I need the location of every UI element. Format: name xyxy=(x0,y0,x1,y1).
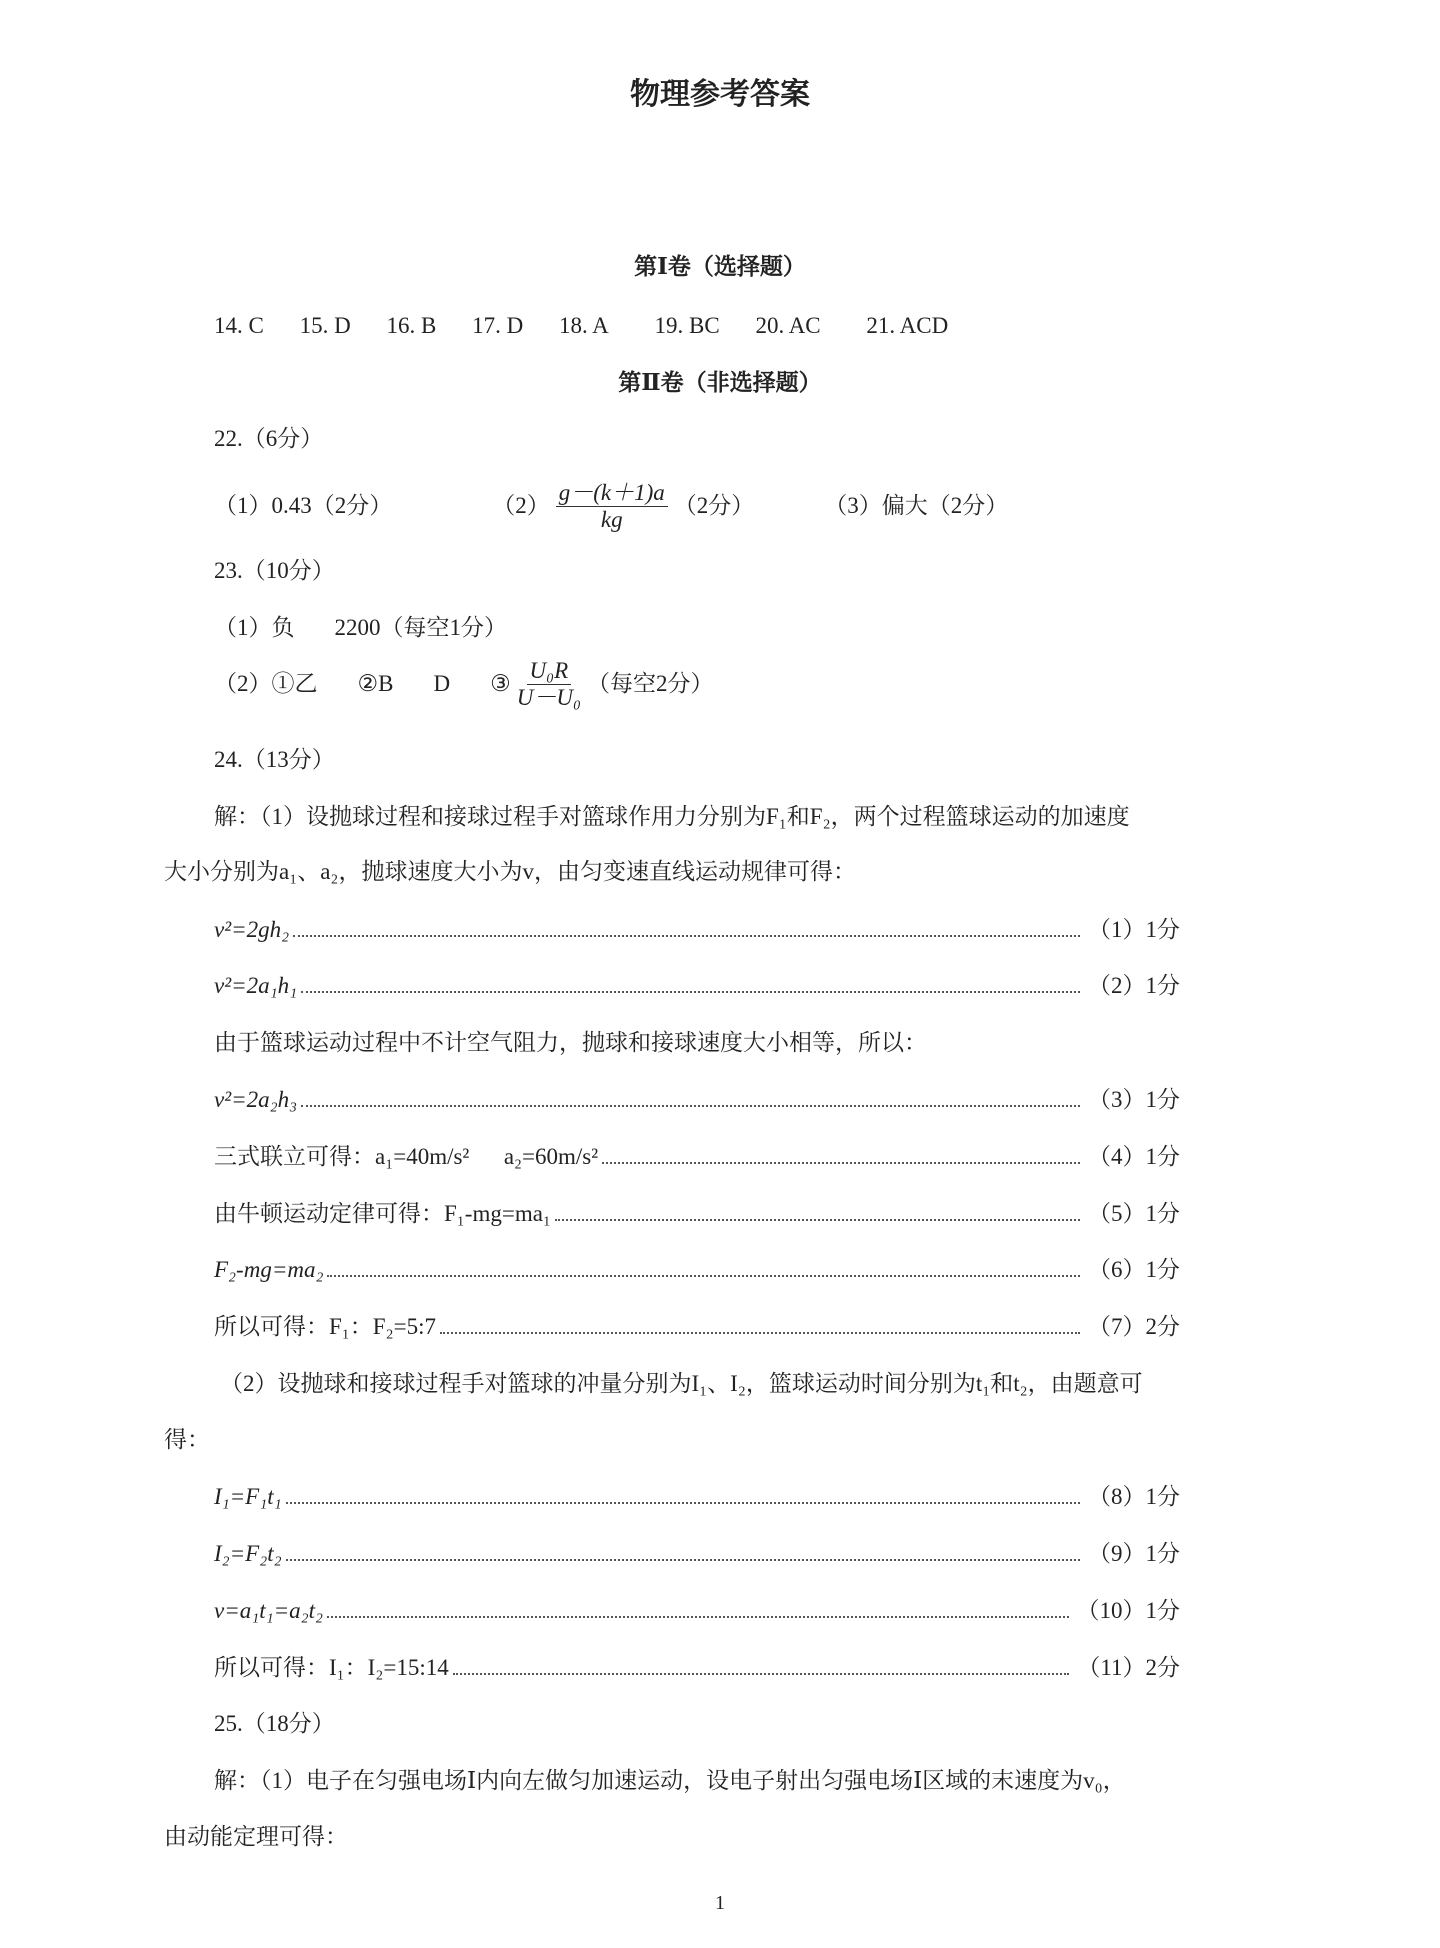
q22-heading: 22.（6分） xyxy=(214,426,324,451)
page-number: 1 xyxy=(715,1892,725,1914)
q25-intro-1: 解：（1）电子在匀强电场Ⅰ内向左做匀加速运动，设电子射出匀强电场Ⅰ区域的末速度为v₀， xyxy=(214,1768,1126,1793)
denominator: U－U₀ xyxy=(516,684,581,710)
equation-4 xyxy=(214,1142,1180,1172)
denominator: kg xyxy=(600,506,623,532)
q23-fraction xyxy=(517,658,581,711)
q23-part1-b: 2200（每空1分） xyxy=(334,615,507,640)
score-label: （8）1分 xyxy=(1088,1484,1180,1509)
formula: 所以可得：F₁：F₂=5:7 xyxy=(214,1314,436,1339)
q23-heading: 23.（10分） xyxy=(214,558,335,583)
score-label: （5）1分 xyxy=(1088,1201,1180,1226)
q22-part2-score: （2分） xyxy=(673,493,755,518)
dot-leader xyxy=(286,1558,1080,1561)
q23-part2-d: ③ xyxy=(490,671,511,696)
formula: I₂=F₂t₂ xyxy=(214,1541,282,1566)
score-label: （11）2分 xyxy=(1077,1655,1180,1680)
equation-6 xyxy=(214,1255,1180,1285)
answer-20: 20. AC xyxy=(755,313,821,338)
numerator: g－(k＋1)a xyxy=(556,480,668,507)
equation-7 xyxy=(214,1312,1180,1342)
formula: 三式联立可得：a₁=40m/s² a₂=60m/s² xyxy=(214,1144,599,1169)
q23-part1 xyxy=(214,613,507,643)
formula: v²=2a₁h₁ xyxy=(214,973,298,998)
equation-1 xyxy=(214,915,1180,945)
dot-leader xyxy=(327,1615,1068,1618)
q24-intro-1: 解：（1）设抛球过程和接球过程手对篮球作用力分别为F₁和F₂，两个过程篮球运动的加速度 xyxy=(214,804,1130,829)
q22-fraction xyxy=(556,480,668,533)
dot-leader xyxy=(327,1274,1080,1277)
answer-16: 16. B xyxy=(386,313,437,338)
answer-15: 15. D xyxy=(299,313,351,338)
score-label: （2）1分 xyxy=(1088,973,1180,998)
q22-part1: （1）0.43（2分） xyxy=(214,493,393,518)
q24-heading: 24.（13分） xyxy=(214,747,335,772)
q22-part3: （3）偏大（2分） xyxy=(824,493,1009,518)
formula: 所以可得：I₁：I₂=15:14 xyxy=(214,1655,449,1680)
score-label: （7）2分 xyxy=(1088,1314,1180,1339)
dot-leader xyxy=(440,1331,1080,1334)
dot-leader xyxy=(301,1104,1080,1107)
dot-leader xyxy=(453,1672,1070,1675)
dot-leader xyxy=(301,990,1080,993)
q22-answers xyxy=(214,478,1008,534)
equation-3 xyxy=(214,1085,1180,1115)
score-label: （4）1分 xyxy=(1088,1144,1180,1169)
q23-part2-c: D xyxy=(433,671,451,696)
formula: v²=2a₂h₃ xyxy=(214,1087,298,1112)
q24-mid-text: 由于篮球运动过程中不计空气阻力，抛球和接球速度大小相等，所以： xyxy=(214,1030,927,1055)
score-label: （6）1分 xyxy=(1088,1257,1180,1282)
q24-part2-text-2: 得： xyxy=(164,1427,210,1452)
q24-part2-text-1: （2）设抛球和接球过程手对篮球的冲量分别为I₁、I₂，篮球运动时间分别为t₁和t₂，由题意可 xyxy=(220,1371,1143,1396)
equation-10 xyxy=(214,1596,1180,1626)
equation-11 xyxy=(214,1653,1180,1683)
formula: v=a₁t₁=a₂t₂ xyxy=(214,1598,324,1623)
answer-17: 17. D xyxy=(472,313,524,338)
answer-19: 19. BC xyxy=(654,313,720,338)
q25-intro-2: 由动能定理可得： xyxy=(164,1824,348,1849)
score-label: （1）1分 xyxy=(1088,917,1180,942)
q23-part1-a: （1）负 xyxy=(214,615,295,640)
section-2-heading: 第Ⅱ卷（非选择题） xyxy=(618,370,822,395)
formula: v²=2gh₂ xyxy=(214,917,290,942)
dot-leader xyxy=(293,934,1080,937)
answer-14: 14. C xyxy=(214,313,264,338)
equation-5 xyxy=(214,1199,1180,1229)
q24-intro-2: 大小分别为a₁、a₂，抛球速度大小为v，由匀变速直线运动规律可得： xyxy=(164,859,856,884)
answer-21: 21. ACD xyxy=(866,313,949,338)
q23-part2 xyxy=(214,656,713,712)
score-label: （9）1分 xyxy=(1088,1541,1180,1566)
score-label: （10）1分 xyxy=(1076,1598,1180,1623)
dot-leader xyxy=(555,1218,1080,1221)
q23-part2-score: （每空2分） xyxy=(586,671,714,696)
equation-8 xyxy=(214,1482,1180,1512)
choice-answers xyxy=(214,311,948,341)
q22-part2-label: （2） xyxy=(492,493,550,518)
dot-leader xyxy=(286,1501,1080,1504)
formula: I₁=F₁t₁ xyxy=(214,1484,282,1509)
q23-part2-b: ②B xyxy=(357,671,394,696)
dot-leader xyxy=(602,1161,1080,1164)
section-1-heading: 第Ⅰ卷（选择题） xyxy=(634,254,806,279)
q25-heading: 25.（18分） xyxy=(214,1711,335,1736)
q23-part2-a: （2）①乙 xyxy=(214,671,318,696)
score-label: （3）1分 xyxy=(1088,1087,1180,1112)
equation-9 xyxy=(214,1539,1180,1569)
formula: F₂-mg=ma₂ xyxy=(214,1257,324,1282)
equation-2 xyxy=(214,971,1180,1001)
page-title: 物理参考答案 xyxy=(630,78,810,111)
formula: 由牛顿运动定律可得：F₁-mg=ma₁ xyxy=(214,1201,551,1226)
numerator: U₀R xyxy=(527,658,572,685)
answer-18: 18. A xyxy=(558,313,609,338)
